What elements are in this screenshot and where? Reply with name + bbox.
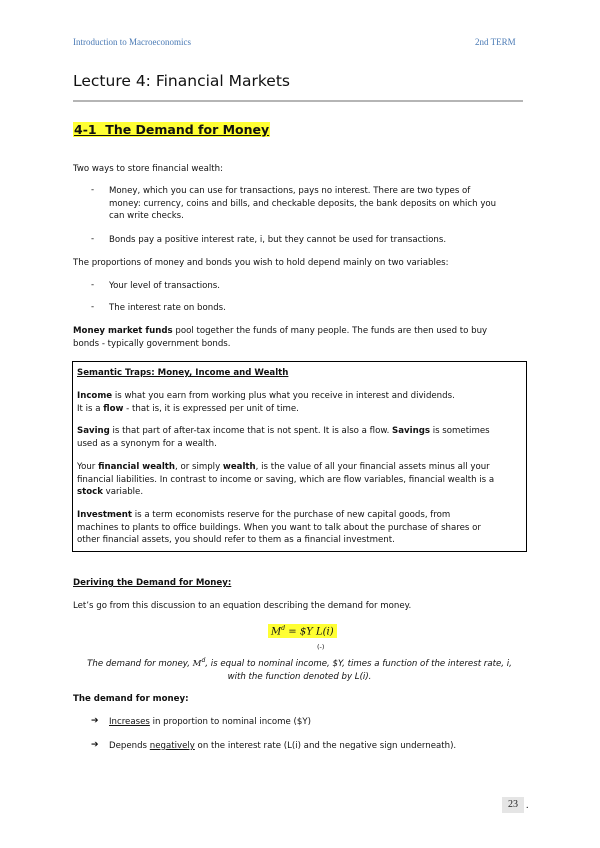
arrow-icon: ➔ <box>91 740 99 750</box>
bullet-bonds: Bonds pay a positive interest rate, i, but they cannot be used for transactions. <box>109 235 447 245</box>
depends-rest: on the interest rate (L(i) and the negative sign underneath). <box>194 741 457 751</box>
fw-c: , is the value of all your financial assets minus all your <box>255 462 490 472</box>
fw-line2: financial liabilities. In contrast to income or saving, which are flow variables, financial wealth is a <box>77 474 495 485</box>
negatively-word: negatively <box>149 741 195 751</box>
mmf-line1: pool together the funds of many people. The funds are then used to buy <box>172 326 488 336</box>
box-financial-wealth <box>77 461 494 499</box>
caption-m: M <box>192 658 202 669</box>
bullet-money <box>109 185 529 223</box>
caption-sup: d <box>201 657 206 664</box>
fw-line3: variable. <box>102 487 144 498</box>
page-number: 23 <box>502 797 524 813</box>
bullet-money-line1: Money, which you can use for transactions, pays no interest. There are two types of <box>109 186 471 196</box>
section-heading: 4-1 The Demand for Money <box>74 122 270 137</box>
arrow-item-increases <box>109 716 311 729</box>
bullet-money-line2: money: currency, coins and bills, and checkable deposits, the bank deposits on which you <box>109 198 497 209</box>
caption-b: , is equal to nominal income, $Y, times a function of the interest rate, i, <box>205 658 512 669</box>
income-term: Income <box>77 391 113 401</box>
box-investment <box>77 509 481 547</box>
inv-line1: is a term economists reserve for the purchase of new capital goods, from <box>131 510 451 520</box>
saving-line2: used as a synonym for a wealth. <box>77 438 217 449</box>
eq-m: M <box>271 626 282 638</box>
income-line2a: It is a <box>77 403 104 414</box>
bullet-interest: The interest rate on bonds. <box>109 303 226 313</box>
money-demand-equation <box>268 624 337 638</box>
flow-term: flow <box>103 403 124 414</box>
box-saving <box>77 425 490 450</box>
title-divider <box>73 100 523 102</box>
page-number-dot: . <box>526 800 529 811</box>
investment-term: Investment <box>77 510 132 520</box>
arrow-icon: ➔ <box>91 716 99 726</box>
equation-caption <box>73 654 526 684</box>
demand-heading: The demand for money: <box>73 694 189 704</box>
depends-pre: Depends <box>109 741 150 751</box>
saving-line1b: is sometimes <box>429 426 490 436</box>
box-title: Semantic Traps: Money, Income and Wealth <box>77 368 289 378</box>
bullet-dash: - <box>91 280 95 290</box>
deriving-text: Let’s go from this discussion to an equation describing the demand for money. <box>73 601 412 611</box>
box-income <box>77 390 455 415</box>
income-line2b: - that is, it is expressed per unit of time. <box>123 403 299 414</box>
header-course: Introduction to Macroeconomics <box>73 37 191 47</box>
lecture-title: Lecture 4: Financial Markets <box>73 72 290 90</box>
financial-wealth-term: financial wealth <box>98 462 175 472</box>
bullet-dash: - <box>91 302 95 312</box>
saving-term: Saving <box>77 426 110 436</box>
mmf-term: Money market funds <box>73 326 173 336</box>
increases-rest: in proportion to nominal income ($Y) <box>149 717 311 727</box>
savings-term: Savings <box>392 426 430 436</box>
increases-word: Increases <box>109 717 150 727</box>
income-line1: is what you earn from working plus what you receive in interest and dividends. <box>112 391 455 401</box>
saving-line1a: is that part of after-tax income that is not spent. It is also a flow. <box>109 426 393 436</box>
deriving-heading: Deriving the Demand for Money: <box>73 578 232 588</box>
caption-line2: with the function denoted by L(i). <box>227 671 372 682</box>
bullet-dash: - <box>91 185 95 195</box>
inv-line2: machines to plants to office buildings. When you want to talk about the purchase of shares or <box>77 522 481 533</box>
fw-a: Your <box>77 462 99 472</box>
bullet-transactions: Your level of transactions. <box>109 281 221 291</box>
header-term: 2nd TERM <box>475 37 516 47</box>
money-market-funds <box>73 325 487 350</box>
fw-b: , or simply <box>175 462 223 472</box>
eq-rhs: = $Y L(i) <box>285 626 334 638</box>
stock-term: stock <box>77 487 103 498</box>
inv-line3: other financial assets, you should refer to them as a financial investment. <box>77 535 395 546</box>
negative-sign: (-) <box>317 643 325 651</box>
mmf-line2: bonds - typically government bonds. <box>73 338 231 349</box>
caption-a: The demand for money, <box>87 658 193 669</box>
arrow-item-depends <box>109 740 456 753</box>
wealth-term: wealth <box>222 462 256 472</box>
bullet-dash: - <box>91 234 95 244</box>
bullet-money-line3: can write checks. <box>109 211 184 222</box>
eq-sup: d <box>281 625 286 632</box>
proportions-text: The proportions of money and bonds you wish to hold depend mainly on two variables: <box>73 258 449 268</box>
intro-text: Two ways to store financial wealth: <box>73 164 224 174</box>
